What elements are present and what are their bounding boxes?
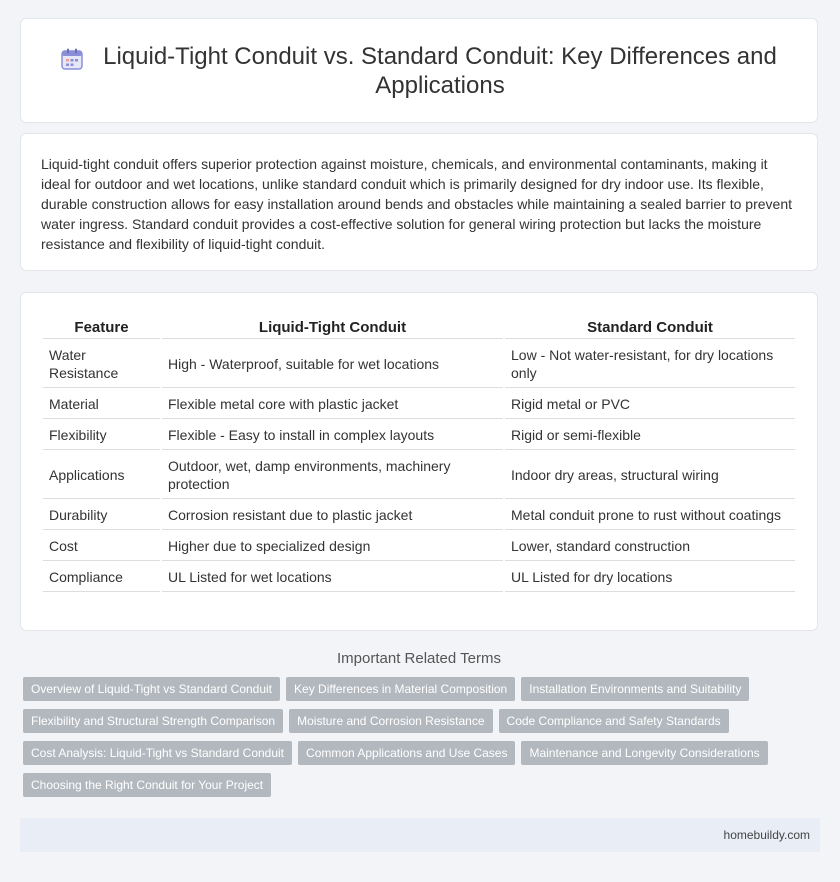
intro-card	[20, 133, 818, 271]
row-liquid-tight: Higher due to specialized design	[162, 532, 503, 561]
related-tag[interactable]: Maintenance and Longevity Considerations	[521, 741, 767, 765]
table-row	[43, 421, 795, 450]
table-row	[43, 452, 795, 499]
intro-paragraph: Liquid-tight conduit offers superior protection against moisture, chemicals, and environmental contaminants, making it ideal for outdoor and wet locations, unlike standard conduit which is primarily designed for dry indoor use. Its flexible, durable construction allows for easy installation around bends and obstacles while maintaining a sealed barrier to prevent water ingress. Standard conduit provides a cost-effective solution for general wiring protection but lacks the moisture resistance and flexibility of liquid-tight conduit.	[41, 156, 792, 252]
table-row	[43, 532, 795, 561]
row-standard: Rigid metal or PVC	[505, 390, 795, 419]
row-feature: Flexibility	[43, 421, 160, 450]
row-feature: Water Resistance	[43, 341, 160, 388]
table-row	[43, 501, 795, 530]
related-terms-section	[20, 650, 818, 797]
row-liquid-tight: Flexible - Easy to install in complex layouts	[162, 421, 503, 450]
related-tag[interactable]: Key Differences in Material Composition	[286, 677, 515, 701]
calendar-icon	[59, 46, 85, 72]
row-standard: Rigid or semi-flexible	[505, 421, 795, 450]
comparison-card	[20, 292, 818, 631]
table-row	[43, 341, 795, 388]
related-tag[interactable]: Cost Analysis: Liquid-Tight vs Standard Conduit	[23, 741, 292, 765]
related-tag[interactable]: Overview of Liquid-Tight vs Standard Conduit	[23, 677, 280, 701]
row-feature: Cost	[43, 532, 160, 561]
row-liquid-tight: UL Listed for wet locations	[162, 563, 503, 592]
related-tag[interactable]: Moisture and Corrosion Resistance	[289, 709, 492, 733]
header-liquid-tight: Liquid-Tight Conduit	[162, 315, 503, 339]
row-standard: UL Listed for dry locations	[505, 563, 795, 592]
related-tag[interactable]: Flexibility and Structural Strength Comparison	[23, 709, 283, 733]
row-liquid-tight: High - Waterproof, suitable for wet locations	[162, 341, 503, 388]
related-tag[interactable]: Choosing the Right Conduit for Your Project	[23, 773, 271, 797]
related-tag[interactable]: Common Applications and Use Cases	[298, 741, 515, 765]
row-standard: Metal conduit prone to rust without coatings	[505, 501, 795, 530]
row-feature: Durability	[43, 501, 160, 530]
footer-site-link[interactable]: homebuildy.com	[723, 828, 810, 842]
title-wrap	[59, 42, 779, 100]
table-row	[43, 390, 795, 419]
related-tag[interactable]: Installation Environments and Suitability	[521, 677, 749, 701]
row-liquid-tight: Corrosion resistant due to plastic jacket	[162, 501, 503, 530]
related-tag[interactable]: Code Compliance and Safety Standards	[499, 709, 729, 733]
row-feature: Material	[43, 390, 160, 419]
row-feature: Applications	[43, 452, 160, 499]
footer-bar	[20, 818, 820, 852]
related-terms-heading: Important Related Terms	[337, 650, 501, 667]
table-header-row	[43, 315, 795, 339]
table-row	[43, 563, 795, 592]
row-liquid-tight: Flexible metal core with plastic jacket	[162, 390, 503, 419]
header-standard: Standard Conduit	[505, 315, 795, 339]
row-liquid-tight: Outdoor, wet, damp environments, machinery protection	[162, 452, 503, 499]
title-card	[20, 18, 818, 123]
row-standard: Lower, standard construction	[505, 532, 795, 561]
related-tags	[20, 677, 818, 797]
row-standard: Indoor dry areas, structural wiring	[505, 452, 795, 499]
row-feature: Compliance	[43, 563, 160, 592]
comparison-table	[41, 313, 797, 594]
header-feature: Feature	[43, 315, 160, 339]
page-title: Liquid-Tight Conduit vs. Standard Conduit: Key Differences and Applications	[103, 42, 777, 99]
row-standard: Low - Not water-resistant, for dry locations only	[505, 341, 795, 388]
